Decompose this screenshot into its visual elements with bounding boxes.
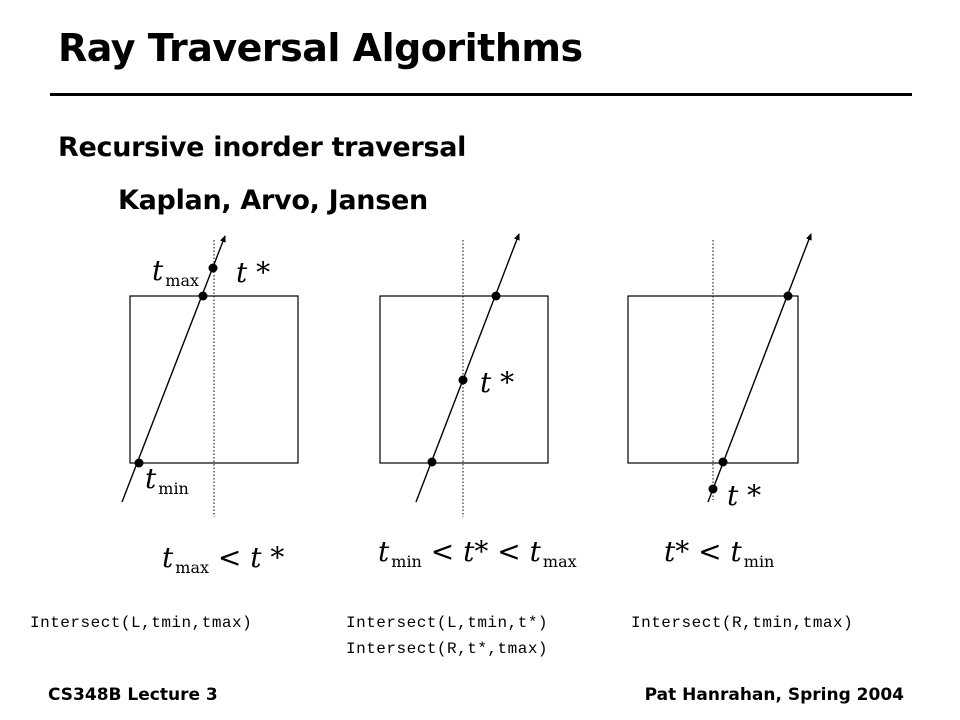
label-tmin: t $_{min}$	[145, 462, 189, 498]
point-tmin	[719, 458, 728, 467]
diagram-case-2	[378, 234, 577, 571]
diagram-case-1	[122, 236, 298, 577]
condition-text: t* < t $_{min}$	[664, 535, 775, 571]
section-heading: Recursive inorder traversal	[58, 132, 467, 163]
diagram-case-3	[628, 234, 811, 571]
label-tstar: t *	[727, 479, 762, 512]
call-case-2-left: Intersect(L,tmin,t*)	[346, 614, 549, 632]
point-tmin	[135, 459, 144, 468]
label-tstar: t *	[236, 256, 271, 289]
label-tmax: t $_{max}$	[152, 254, 199, 290]
footer-lecture: CS348B Lecture 3	[48, 685, 218, 705]
point-tstar	[209, 264, 218, 273]
condition-text: t $_{min}$ < t* < t $_{max}$	[378, 535, 577, 571]
footer-author: Pat Hanrahan, Spring 2004	[644, 685, 904, 705]
point-tmax	[784, 292, 793, 301]
call-case-3: Intersect(R,tmin,tmax)	[631, 614, 854, 632]
call-case-1: Intersect(L,tmin,tmax)	[30, 614, 253, 632]
label-tstar: t *	[480, 366, 515, 399]
point-tmax	[492, 292, 501, 301]
point-tmax	[199, 292, 208, 301]
call-case-2-right: Intersect(R,t*,tmax)	[346, 640, 549, 658]
condition-text: t $_{max}$ < t *	[162, 541, 285, 577]
point-tstar	[709, 485, 718, 494]
slide-title: Ray Traversal Algorithms	[58, 26, 583, 70]
point-tstar	[459, 376, 468, 385]
section-subheading: Kaplan, Arvo, Jansen	[118, 185, 428, 216]
point-tmin	[428, 458, 437, 467]
